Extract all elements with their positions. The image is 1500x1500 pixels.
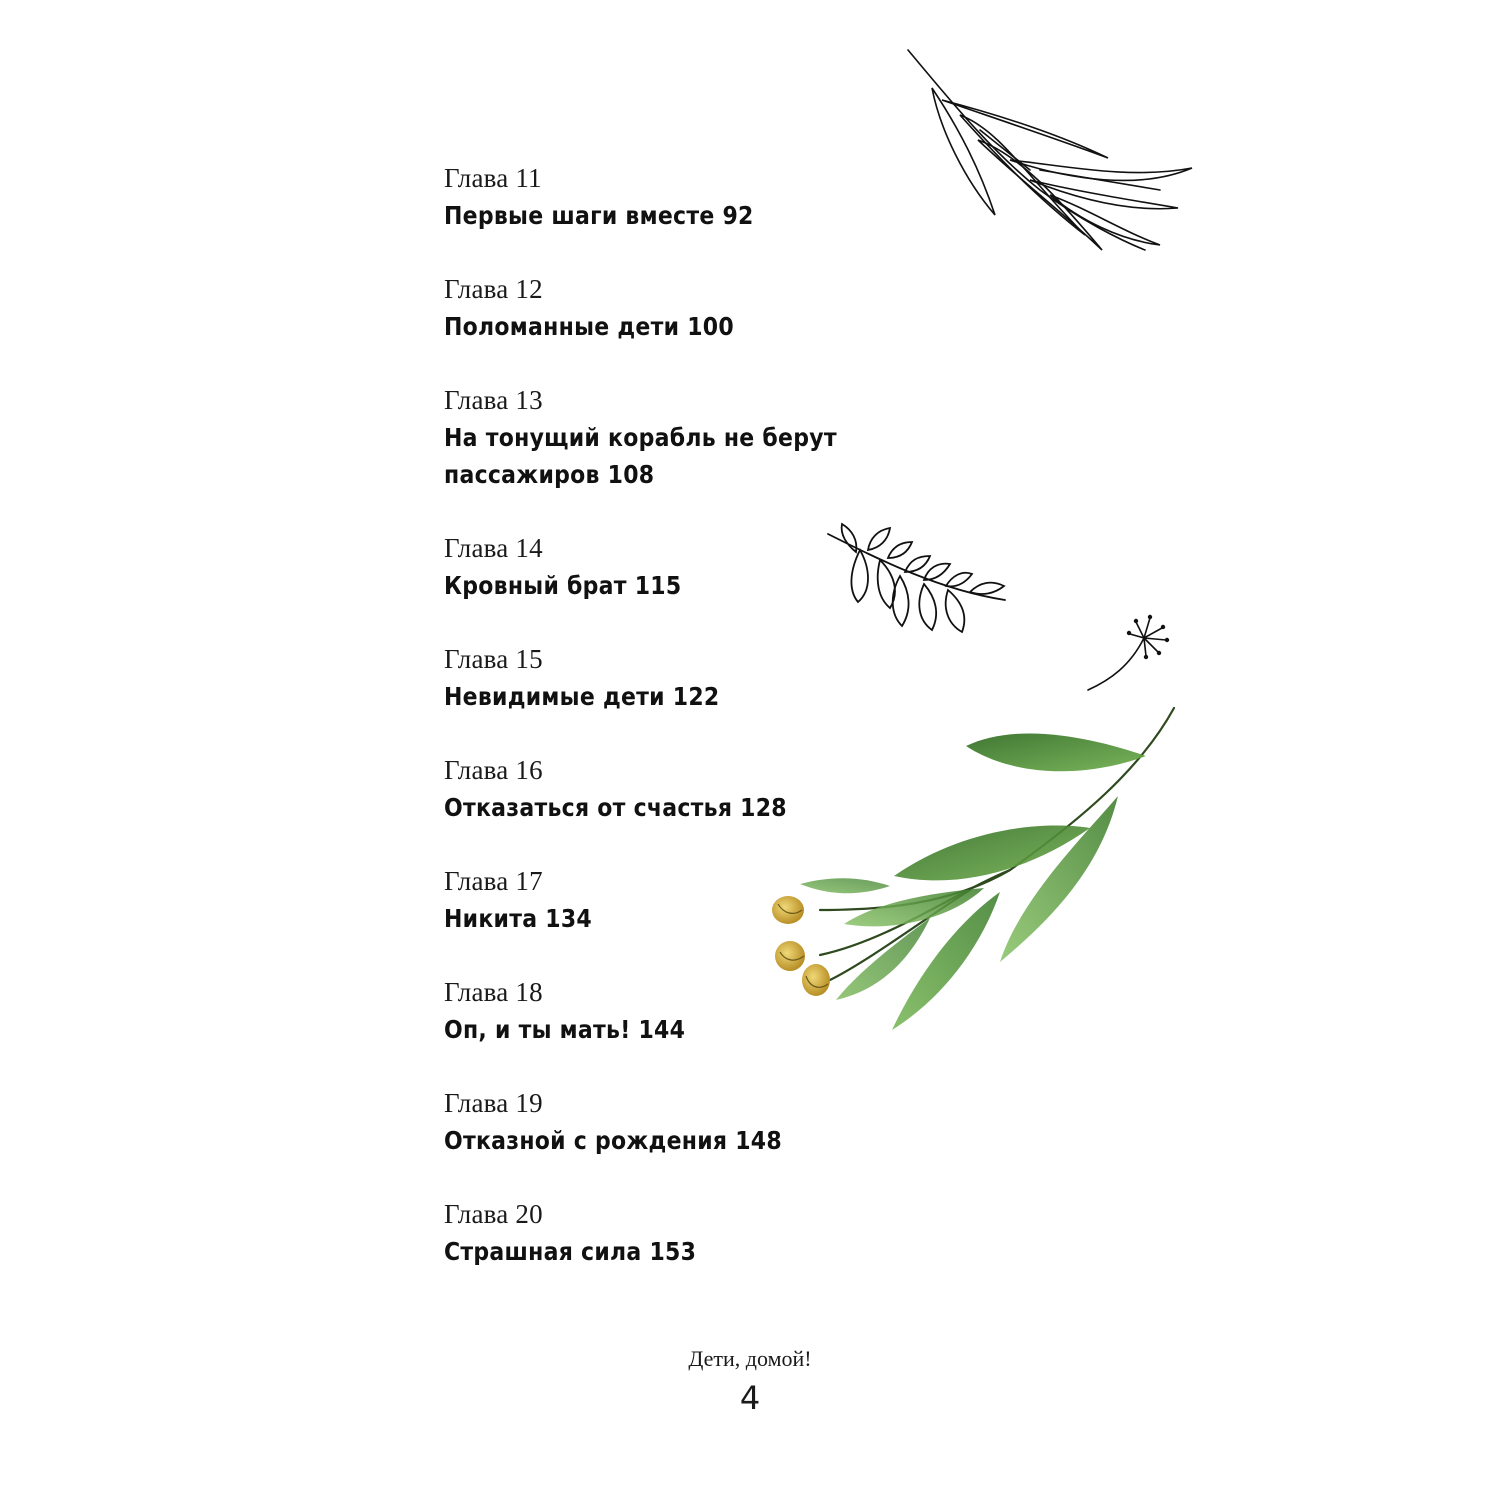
fern-sprig-icon	[820, 520, 1020, 650]
toc-entry-chapter-13[interactable]	[444, 384, 904, 493]
toc-entry-chapter-12[interactable]	[444, 273, 904, 345]
chapter-title: Первые шаги вместе 92	[444, 201, 754, 230]
willow-branch-icon	[880, 40, 1210, 260]
chapter-label: Глава 13	[444, 385, 543, 415]
chapter-label: Глава 14	[444, 533, 543, 563]
chapter-title: Страшная сила 153	[444, 1237, 697, 1266]
chapter-title: Отказной с рождения 148	[444, 1126, 782, 1155]
chapter-title: Оп, и ты мать! 144	[444, 1015, 686, 1044]
page-number: 4	[739, 1379, 761, 1417]
running-footer-book-title: Дети, домой!	[688, 1346, 812, 1371]
chapter-label: Глава 17	[444, 866, 543, 896]
dandelion-seed-icon	[1080, 608, 1180, 698]
toc-entry-chapter-19[interactable]	[444, 1087, 904, 1159]
chapter-label: Глава 16	[444, 755, 543, 785]
chapter-label: Глава 11	[444, 163, 542, 193]
chapter-title-line-2: пассажиров 108	[444, 460, 655, 489]
chapter-label: Глава 19	[444, 1088, 543, 1118]
chapter-title-line-1: На тонущий корабль не берут	[444, 423, 837, 452]
toc-entry-chapter-11[interactable]	[444, 162, 904, 234]
watercolor-branch-icon	[760, 700, 1190, 1040]
chapter-label: Глава 20	[444, 1199, 543, 1229]
chapter-title: Невидимые дети 122	[444, 682, 720, 711]
chapter-title: Отказаться от счастья 128	[444, 793, 787, 822]
chapter-label: Глава 15	[444, 644, 543, 674]
toc-entry-chapter-20[interactable]	[444, 1198, 904, 1270]
chapter-label: Глава 18	[444, 977, 543, 1007]
chapter-title: Поломанные дети 100	[444, 312, 734, 341]
chapter-title: Никита 134	[444, 904, 593, 933]
chapter-label: Глава 12	[444, 274, 543, 304]
chapter-title: Кровный брат 115	[444, 571, 682, 600]
